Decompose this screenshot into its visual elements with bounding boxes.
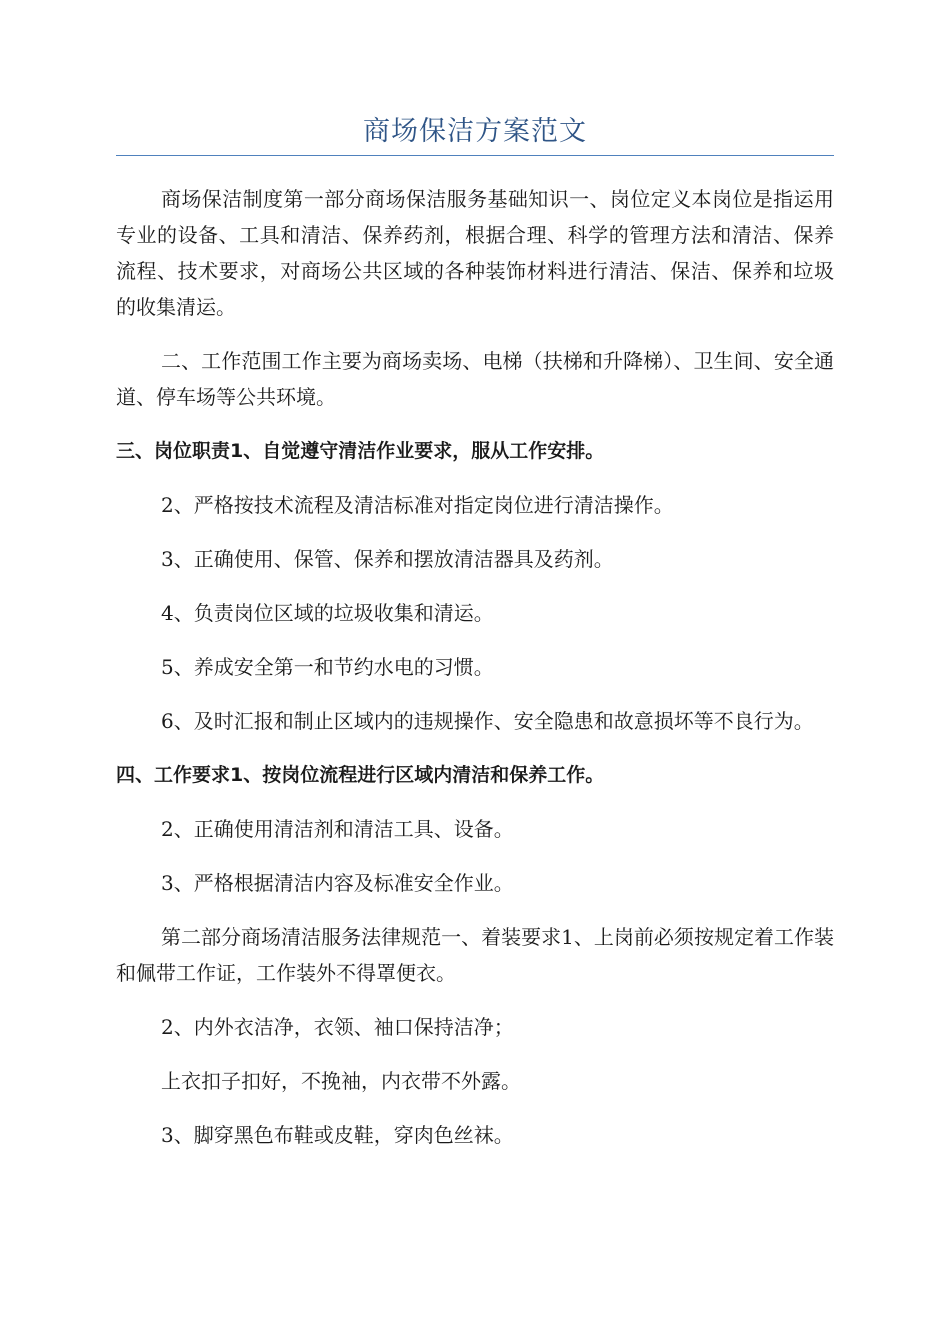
list-item: 3、严格根据清洁内容及标准安全作业。 [161, 871, 514, 895]
list-item: 3、脚穿黑色布鞋或皮鞋，穿肉色丝袜。 [161, 1123, 514, 1147]
title-divider [116, 155, 834, 156]
paragraph-dress-code: 第二部分商场清洁服务法律规范一、着装要求1、上岗前必须按规定着工作装和佩带工作证，工作装外不得罩便衣。 [116, 925, 834, 985]
paragraph-basic-knowledge: 商场保洁制度第一部分商场保洁服务基础知识一、岗位定义本岗位是指运用专业的设备、工具和清洁、保养药剂，根据合理、科学的管理方法和清洁、保养流程、技术要求，对商场公共区域的各种装饰材料进行清洁、保洁、保养和垃圾的收集清运。 [116, 187, 834, 319]
document-page [116, 112, 834, 1171]
list-item: 2、正确使用清洁剂和清洁工具、设备。 [161, 817, 514, 841]
list-item: 5、养成安全第一和节约水电的习惯。 [161, 655, 494, 679]
list-item: 6、及时汇报和制止区域内的违规操作、安全隐患和故意损坏等不良行为。 [161, 709, 814, 733]
list-item: 4、负责岗位区域的垃圾收集和清运。 [161, 601, 494, 625]
document-title: 商场保洁方案范文 [363, 116, 587, 147]
list-item: 2、内外衣洁净，衣领、袖口保持洁净； [161, 1015, 514, 1039]
list-item: 2、严格按技术流程及清洁标准对指定岗位进行清洁操作。 [161, 493, 674, 517]
list-item: 上衣扣子扣好，不挽袖，内衣带不外露。 [161, 1069, 521, 1093]
heading-work-requirements: 四、工作要求1、按岗位流程进行区域内清洁和保养工作。 [116, 764, 605, 786]
paragraph-work-scope: 二、工作范围工作主要为商场卖场、电梯（扶梯和升降梯）、卫生间、安全通道、停车场等公共环境。 [116, 349, 834, 409]
heading-job-duties: 三、岗位职责1、自觉遵守清洁作业要求，服从工作安排。 [116, 440, 605, 462]
document-body [116, 181, 834, 1153]
list-item: 3、正确使用、保管、保养和摆放清洁器具及药剂。 [161, 547, 614, 571]
